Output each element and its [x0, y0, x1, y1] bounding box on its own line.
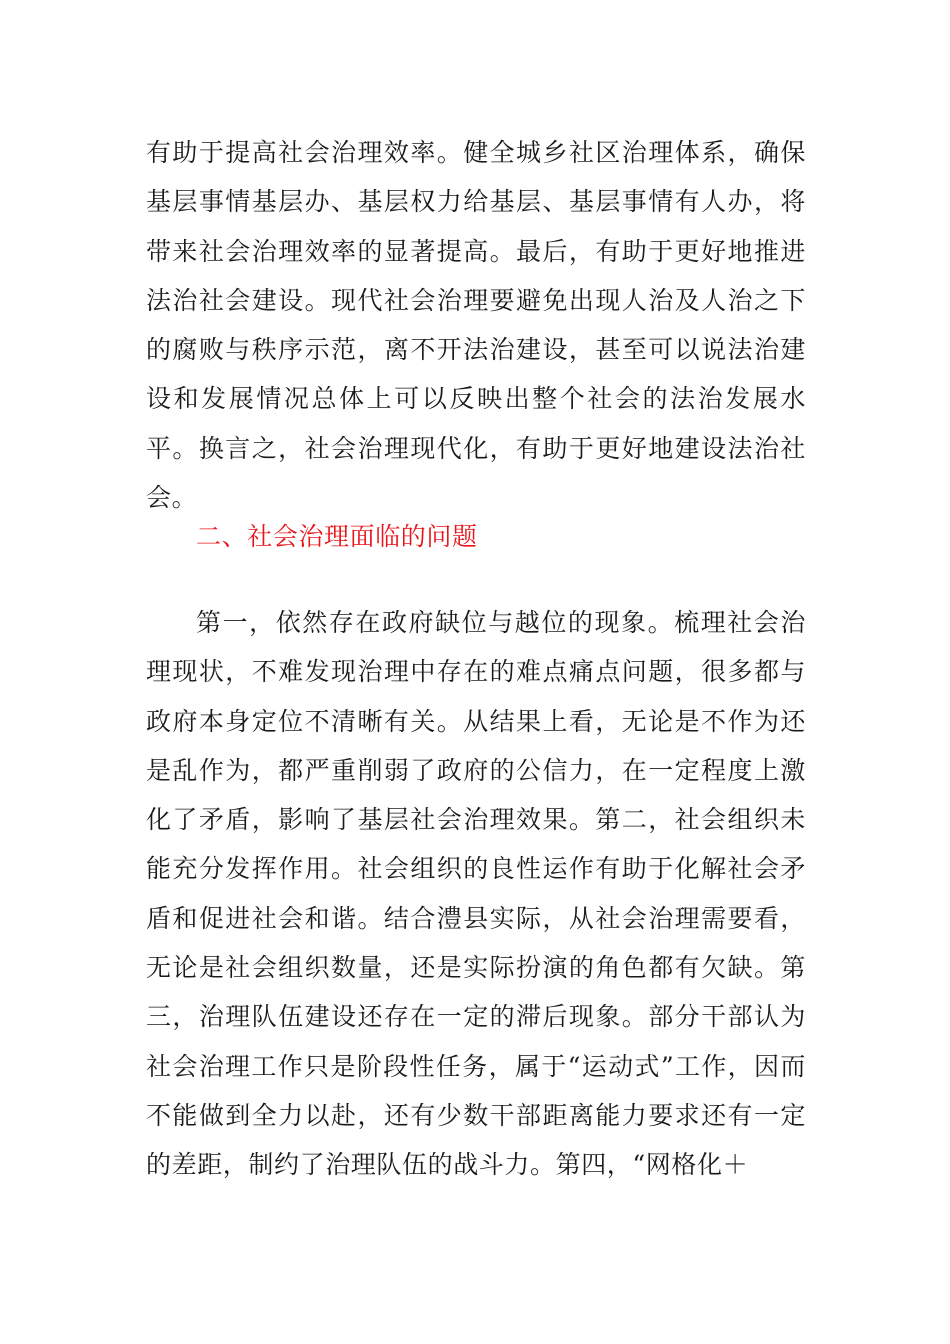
section-heading: 二、社会治理面临的问题	[196, 522, 478, 551]
body-paragraph-1: 有助于提高社会治理效率。健全城乡社区治理体系，确保基层事情基层办、基层权力给基层、基层事情有人办，将带来社会治理效率的显著提高。最后，有助于更好地推进法治社会建设。现代社会治理要避免出现人治及人治之下的腐败与秩序示范，离不开法治建设，甚至可以说法治建设和发展情况总体上可以反映出整个社会的法治发展水平。换言之，社会治理现代化，有助于更好地建设法治社会。	[146, 138, 806, 513]
body-paragraph-2: 第一，依然存在政府缺位与越位的现象。梳理社会治理现状，不难发现治理中存在的难点痛点问题，很多都与政府本身定位不清晰有关。从结果上看，无论是不作为还是乱作为，都严重削弱了政府的公信力，在一定程度上激化了矛盾，影响了基层社会治理效果。第二，社会组织未能充分发挥作用。社会组织的良性运作有助于化解社会矛盾和促进社会和谐。结合澧县实际，从社会治理需要看，无论是社会组织数量，还是实际扮演的角色都有欠缺。第三，治理队伍建设还存在一定的滞后现象。部分干部认为社会治理工作只是阶段性任务，属于“运动式”工作，因而不能做到全力以赴，还有少数干部距离能力要求还有一定的差距，制约了治理队伍的战斗力。第四，“网格化＋	[146, 608, 806, 1180]
